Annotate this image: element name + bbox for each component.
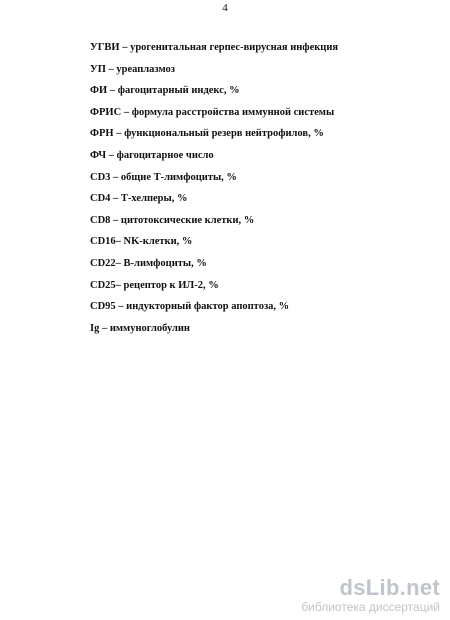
abbreviation-definition: – фагоцитарный индекс, % (107, 85, 240, 97)
abbreviation-item (90, 234, 338, 256)
abbreviation-term: ФРИС (90, 106, 122, 118)
abbreviation-term: CD22 (90, 257, 116, 269)
abbreviation-term: CD16 (90, 236, 116, 248)
abbreviation-item (90, 170, 338, 192)
abbreviation-definition: – общие Т-лимфоциты, % (110, 171, 237, 183)
abbreviation-item (90, 321, 338, 343)
abbreviation-term: ФРН (90, 128, 114, 140)
abbreviation-term: CD3 (90, 171, 111, 183)
abbreviation-item (90, 62, 338, 84)
abbreviation-item (90, 148, 338, 170)
abbreviation-definition: – иммуноглобулин (99, 322, 190, 334)
abbreviation-definition: – Т-хелперы, % (110, 193, 188, 205)
abbreviation-term: ФИ (90, 85, 108, 97)
abbreviation-definition: – урогенитальная герпес-вирусная инфекция (119, 42, 339, 53)
abbreviation-item (90, 213, 338, 235)
abbreviation-term: CD8 (90, 214, 111, 226)
abbreviation-item (90, 256, 338, 278)
abbreviation-term: УГВИ (90, 42, 120, 53)
abbreviation-definition: – NK-клетки, % (115, 236, 193, 248)
abbreviation-definition: – функциональный резерв нейтрофилов, % (113, 128, 324, 140)
abbreviation-term: УП (90, 63, 106, 75)
abbreviation-definition: – рецептор к ИЛ-2, % (115, 279, 219, 291)
abbreviation-list (90, 40, 338, 342)
abbreviation-item (90, 105, 338, 127)
abbreviation-definition: – уреаплазмоз (105, 63, 175, 75)
watermark-brand: dsLib.net (339, 575, 440, 600)
abbreviation-definition: – индукторный фактор апоптоза, % (115, 301, 290, 313)
abbreviation-term: ФЧ (90, 149, 107, 161)
abbreviation-item (90, 126, 338, 148)
watermark (301, 576, 440, 614)
abbreviation-item (90, 40, 338, 62)
abbreviation-definition: – фагоцитарное число (106, 149, 214, 161)
abbreviation-term: CD4 (90, 193, 111, 205)
abbreviation-term: CD95 (90, 301, 116, 313)
abbreviation-item (90, 278, 338, 300)
abbreviation-item (90, 83, 338, 105)
abbreviation-item (90, 191, 338, 213)
watermark-tagline: библиотека диссертаций (301, 600, 440, 614)
abbreviation-definition: – цитотоксические клетки, % (110, 214, 255, 226)
abbreviation-term: CD25 (90, 279, 116, 291)
abbreviation-definition: – формула расстройства иммунной системы (121, 106, 335, 118)
abbreviation-definition: – В-лимфоциты, % (115, 257, 207, 269)
abbreviation-item (90, 299, 338, 321)
page-number: 4 (222, 2, 228, 14)
abbreviation-term: Ig (90, 322, 100, 334)
